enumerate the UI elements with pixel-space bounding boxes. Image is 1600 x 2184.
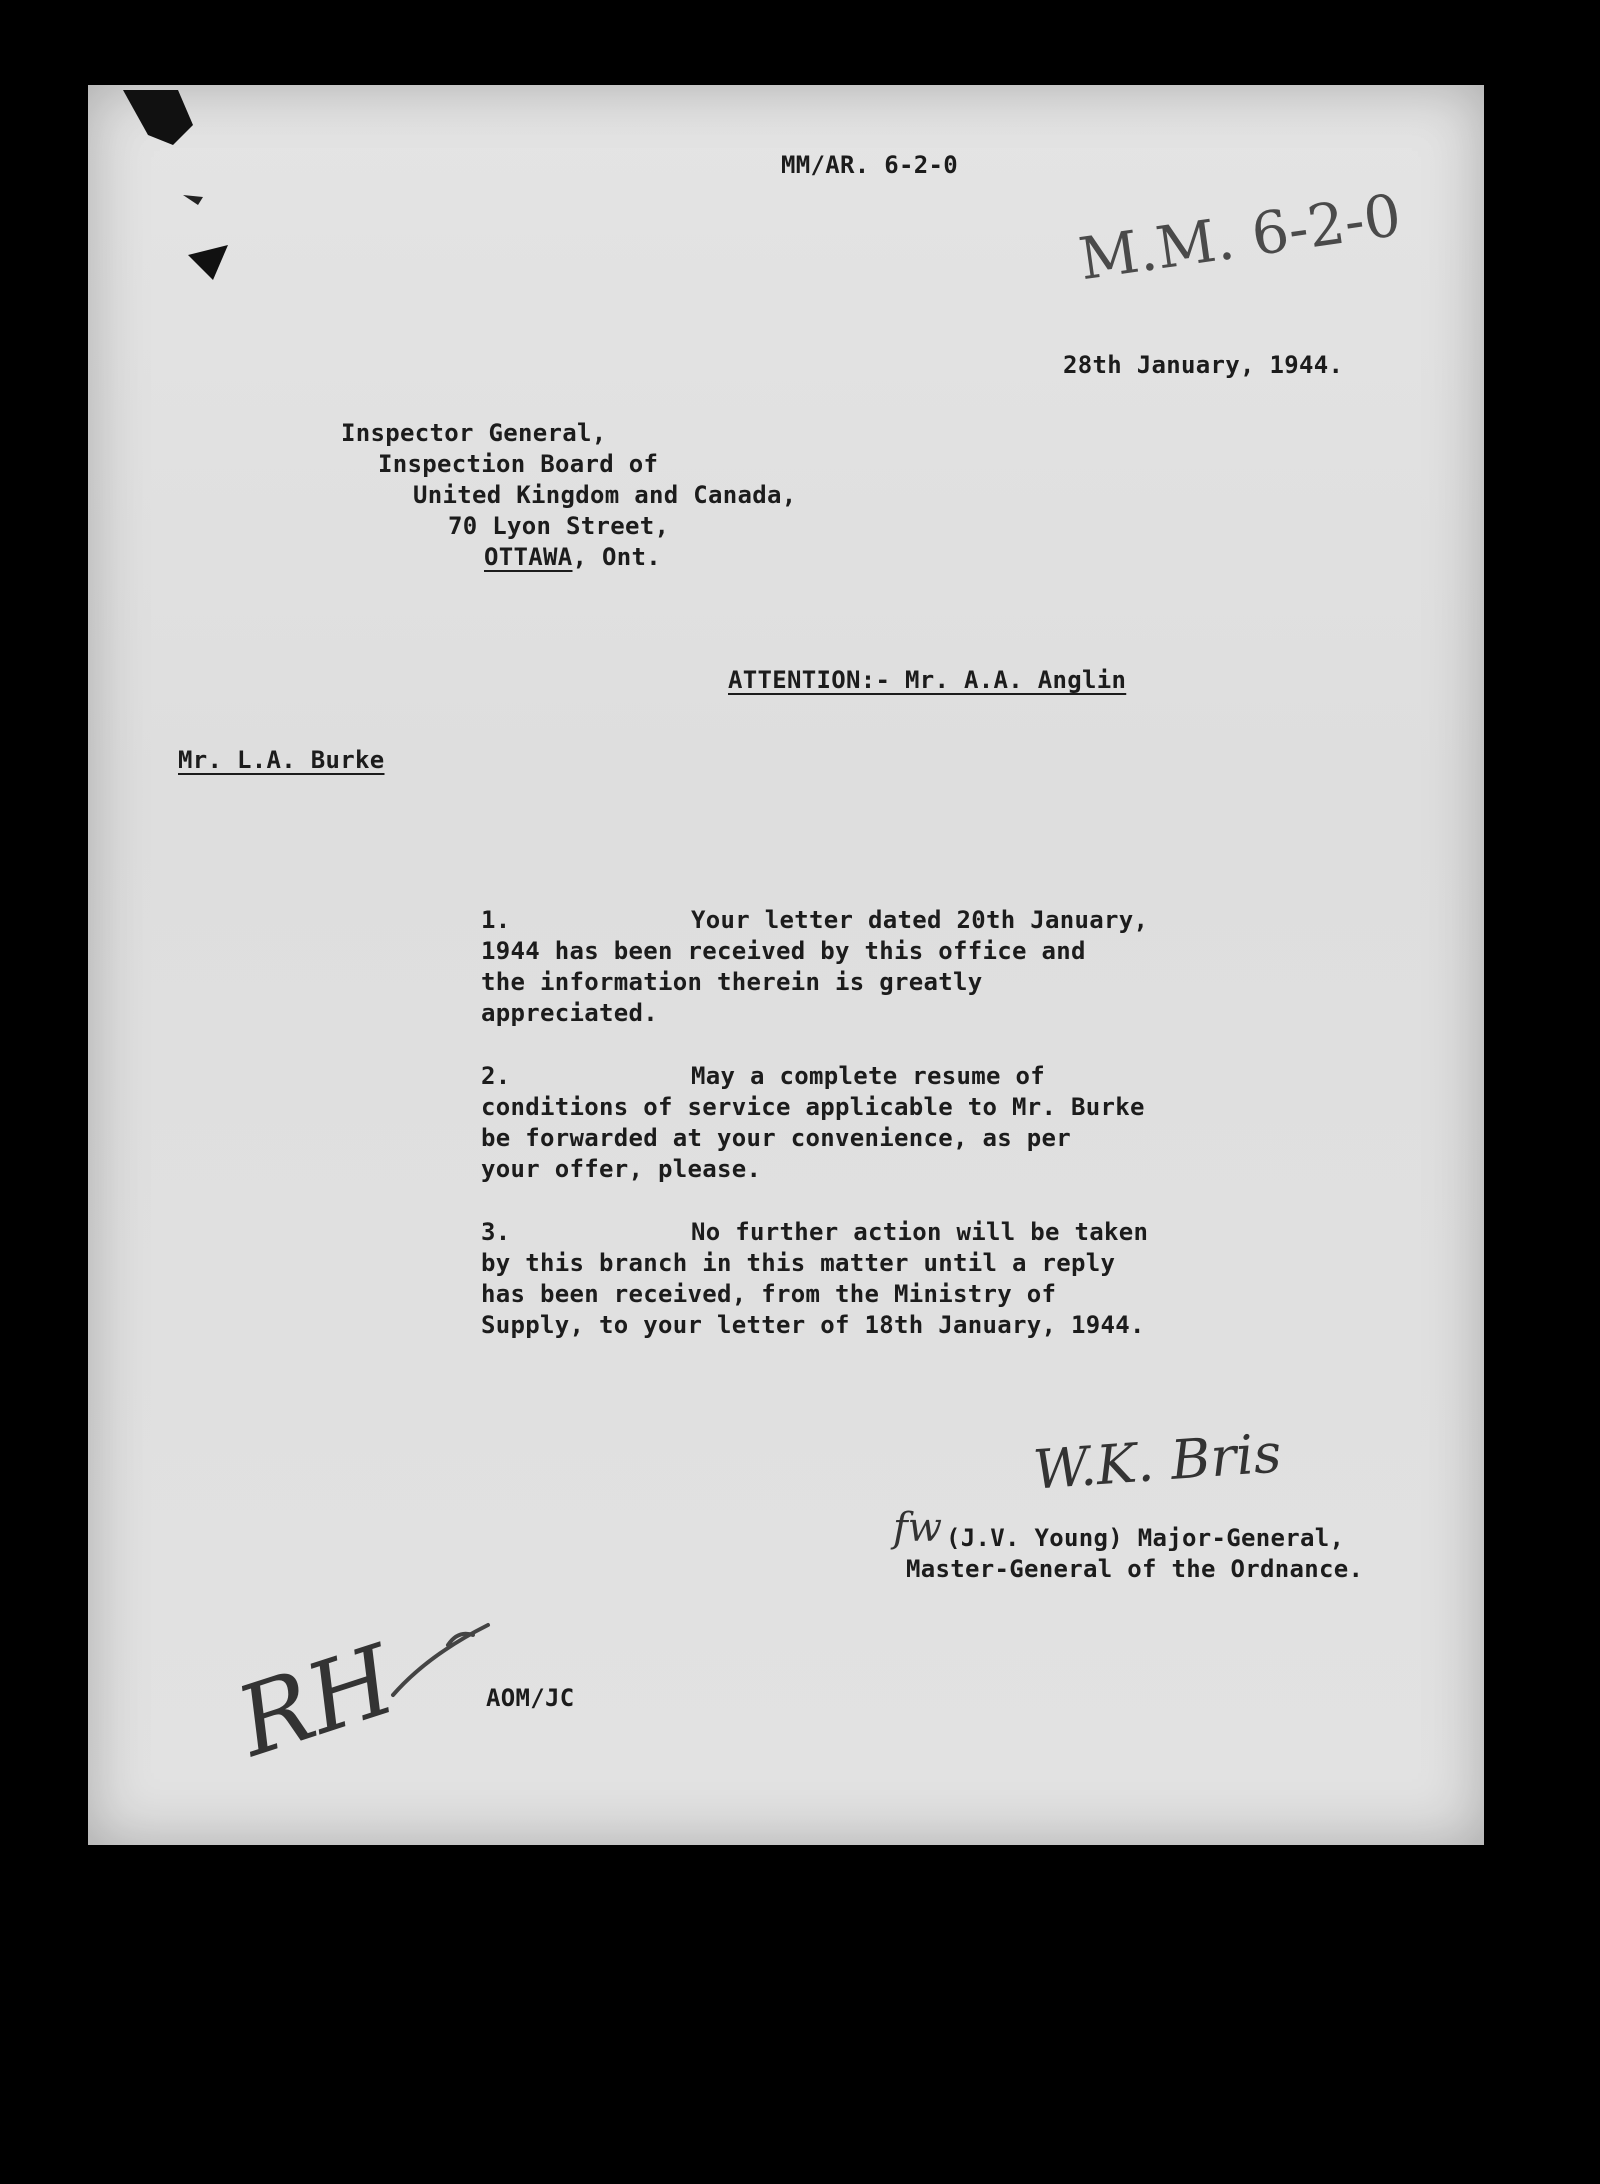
handwritten-signature-prefix: fw	[893, 1505, 943, 1551]
paragraph-number: 3.	[481, 1218, 511, 1246]
paragraph-line: Your letter dated 20th January,	[691, 906, 1149, 934]
reference-initials: AOM/JC	[486, 1684, 575, 1712]
margin-handwritten-initials: RH	[224, 1623, 408, 1779]
signatory-title: Master-General of the Ordnance.	[906, 1555, 1364, 1583]
addressee-province: , Ont.	[572, 543, 661, 571]
paragraph-line: No further action will be taken	[691, 1218, 1149, 1246]
addressee-city-line	[484, 542, 661, 573]
addressee-line-4: 70 Lyon Street,	[448, 512, 670, 540]
paragraph-number: 1.	[481, 906, 511, 934]
paragraph-number: 2.	[481, 1062, 511, 1090]
paragraph-line: appreciated.	[481, 999, 658, 1027]
paragraph-line: has been received, from the Ministry of	[481, 1280, 1057, 1308]
signatory-name-rank: (J.V. Young) Major-General,	[946, 1524, 1345, 1552]
paragraph-line: Supply, to your letter of 18th January, 1944.	[481, 1311, 1145, 1339]
margin-check-mark-icon	[388, 1615, 498, 1705]
addressee-city: OTTAWA	[484, 543, 573, 571]
handwritten-file-reference: M.M. 6-2-0	[1074, 180, 1406, 294]
addressee-line-2: Inspection Board of	[378, 450, 659, 478]
attention-line: ATTENTION:- Mr. A.A. Anglin	[728, 666, 1127, 694]
paragraph-line: be forwarded at your convenience, as per	[481, 1124, 1071, 1152]
handwritten-signature-initials: W.K. Bris	[1031, 1421, 1284, 1502]
letter-page	[88, 85, 1484, 1845]
paragraph-line: May a complete resume of	[691, 1062, 1045, 1090]
addressee-line-1: Inspector General,	[341, 419, 607, 447]
paragraph-line: the information therein is greatly	[481, 968, 983, 996]
paragraph-line: your offer, please.	[481, 1155, 762, 1183]
paragraph-line: conditions of service applicable to Mr. Burke	[481, 1093, 1145, 1121]
letter-date: 28th January, 1944.	[1063, 351, 1344, 379]
subject-line: Mr. L.A. Burke	[178, 746, 385, 774]
addressee-line-3: United Kingdom and Canada,	[413, 481, 797, 509]
ink-smudge-icon	[118, 85, 238, 365]
file-reference: MM/AR. 6-2-0	[781, 151, 958, 179]
paragraph-line: by this branch in this matter until a reply	[481, 1249, 1116, 1277]
paragraph-line: 1944 has been received by this office and	[481, 937, 1086, 965]
